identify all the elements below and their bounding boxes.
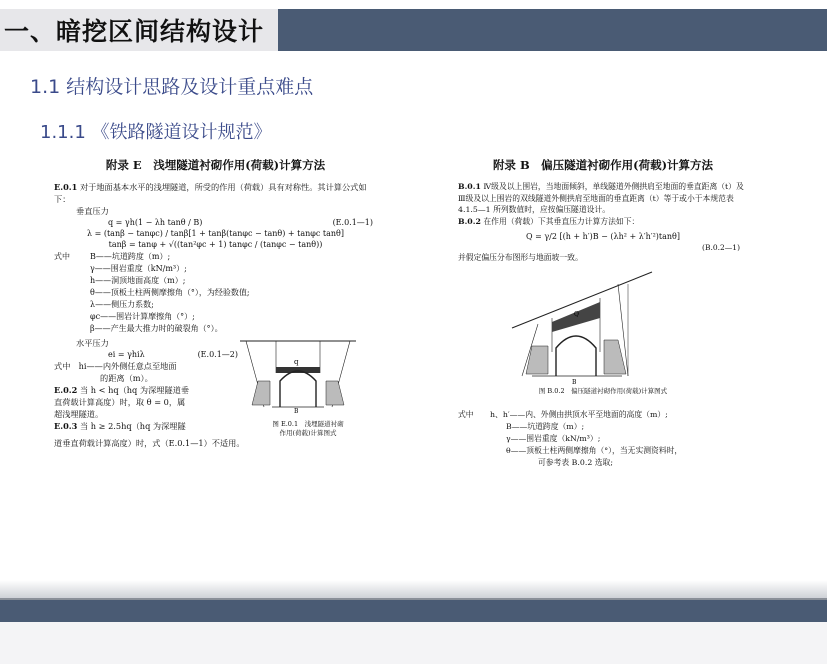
formula-e012: ei = γhiλ bbox=[108, 350, 145, 359]
definitions-list bbox=[458, 409, 748, 469]
clause-e03 bbox=[54, 420, 232, 432]
vertical-pressure-label: 垂直压力 bbox=[76, 206, 109, 216]
definition-item: φc——围岩计算摩擦角（°）; bbox=[90, 312, 195, 321]
clause-text: 对于地面基本水平的浅埋隧道，所受的作用（荷载）具有对称性。其计算公式如下： bbox=[54, 182, 367, 204]
definition-item: β——产生最大推力时的破裂角（°）。 bbox=[90, 324, 223, 333]
clause-id: B.0.1 bbox=[458, 182, 481, 191]
hi-definition-2: 的距离（m）。 bbox=[100, 373, 153, 383]
definition-item: B——坑道跨度（m）; bbox=[506, 421, 585, 431]
clause-e02-line3: 超浅埋隧道。 bbox=[54, 409, 104, 419]
footer-bottom bbox=[0, 622, 827, 664]
clause-e03-line2: 道垂直荷载计算高度）时，式（E.0.1—1）不适用。 bbox=[54, 438, 245, 448]
subsection-heading: 1.1.1 《铁路隧道设计规范》 bbox=[40, 122, 272, 143]
title-tab bbox=[0, 9, 278, 51]
clause-e02-line2: 直荷载计算高度）时，取 θ = 0，属 bbox=[54, 397, 186, 407]
lower-section bbox=[48, 337, 383, 437]
lower-text bbox=[48, 337, 238, 437]
definition-item: γ——围岩重度（kN/m³）; bbox=[506, 433, 601, 443]
hi-definition-1: 式中 hi——内外侧任意点至地面 bbox=[54, 361, 177, 371]
definition-item: θ——顶板土柱两侧摩擦角（°），为经验数值; bbox=[90, 288, 250, 297]
clause-e02 bbox=[54, 384, 232, 396]
definition-item: h——洞顶地面高度（m）; bbox=[90, 276, 186, 285]
definition-item: 可参考表 B.0.2 选取; bbox=[538, 457, 613, 467]
appendix-e-title: 附录 E 浅埋隧道衬砌作用(荷载)计算方法 bbox=[105, 158, 326, 172]
clause-id: E.0.1 bbox=[54, 182, 78, 192]
figure-caption: 图 E.0.1 浅埋隧道衬砌 bbox=[272, 420, 344, 428]
shallow-tunnel-diagram bbox=[238, 337, 358, 415]
clause-b02 bbox=[458, 216, 748, 228]
appendix-b-page bbox=[452, 147, 754, 535]
formula-e011: q = γh(1 − λh tanθ / B) bbox=[108, 218, 203, 227]
clause-id: E.0.2 bbox=[54, 385, 78, 395]
svg-text:Q: Q bbox=[574, 310, 579, 318]
definition-item: B——坑道跨度（m）; bbox=[90, 252, 171, 261]
figure-e01 bbox=[238, 337, 378, 437]
horizontal-pressure-label: 水平压力 bbox=[76, 338, 109, 348]
figure-caption: 作用(荷载)计算图式 bbox=[279, 429, 337, 437]
clause-id: E.0.3 bbox=[54, 421, 78, 431]
footer-shadow bbox=[0, 580, 827, 600]
clause-id: B.0.2 bbox=[458, 216, 481, 226]
equation-row bbox=[108, 218, 373, 227]
clause-text: Ⅳ级及以上围岩，当地面倾斜，单线隧道外侧拱肩至地面的垂直距离（t）及Ⅲ级及以上围岩的双线隧道外侧拱肩至地面的垂直距离（t）等于或小于本规范表 4.1.5—1 所列数值时，应按偏压隧道设计。 bbox=[458, 182, 744, 214]
equation-number: (E.0.1—2) bbox=[197, 350, 238, 359]
equation-row bbox=[108, 350, 238, 359]
definition-lead: 式中 bbox=[54, 252, 70, 261]
svg-text:q: q bbox=[294, 358, 299, 366]
definition-item: λ——侧压力系数; bbox=[90, 300, 154, 309]
definition-item: γ——围岩重度（kN/m³）; bbox=[90, 264, 187, 273]
appendix-b-title: 附录 B 偏压隧道衬砌作用(荷载)计算方法 bbox=[492, 158, 714, 172]
definition-item: θ——顶板土柱两侧摩擦角（°），当无实测资料时， bbox=[506, 445, 683, 455]
clause-text: 当 h < hq（hq 为深埋隧道垂 bbox=[79, 385, 190, 395]
title-bar bbox=[0, 9, 827, 51]
definitions-list bbox=[54, 251, 377, 335]
slide-title: 一、暗挖区间结构设计 bbox=[4, 17, 265, 46]
biased-tunnel-diagram bbox=[452, 268, 754, 386]
section-heading: 1.1 结构设计思路及设计重点难点 bbox=[30, 76, 314, 98]
assumption-text: 并假定偏压分布图形与地面坡一致。 bbox=[458, 252, 583, 262]
clause-e01 bbox=[54, 181, 377, 205]
clause-text: 当 h ≥ 2.5hq（hq 为深埋隧 bbox=[79, 421, 186, 431]
svg-text:B: B bbox=[572, 378, 577, 386]
figure-caption: 图 B.0.2 偏压隧道衬砌作用(荷载)计算图式 bbox=[538, 386, 668, 395]
svg-text:B: B bbox=[294, 408, 299, 415]
equation-number: (E.0.1—1) bbox=[332, 218, 373, 227]
definition-lead: 式中 bbox=[458, 409, 474, 419]
formula-b021: Q = γ/2 [(h + h′)B − (λh² + λ′h′²)tanθ] bbox=[526, 231, 680, 241]
clause-text: 在作用（荷载）下其垂直压力计算方法如下： bbox=[483, 216, 640, 226]
footer-bar bbox=[0, 600, 827, 622]
equation-number: (B.0.2—1) bbox=[702, 242, 740, 252]
appendix-e-page bbox=[48, 147, 383, 535]
formula-tanbeta: tanβ = tanφ + √((tan²φc + 1) tanφc / (tanφc − tanθ)) bbox=[108, 240, 323, 249]
definition-item: h、h′——内、外侧由拱顶水平至地面的高度（m）; bbox=[490, 409, 668, 419]
formula-lambda: λ = (tanβ − tanφc) / tanβ[1 + tanβ(tanφc − tanθ) + tanφc tanθ] bbox=[86, 229, 344, 238]
clause-b01 bbox=[458, 181, 748, 216]
